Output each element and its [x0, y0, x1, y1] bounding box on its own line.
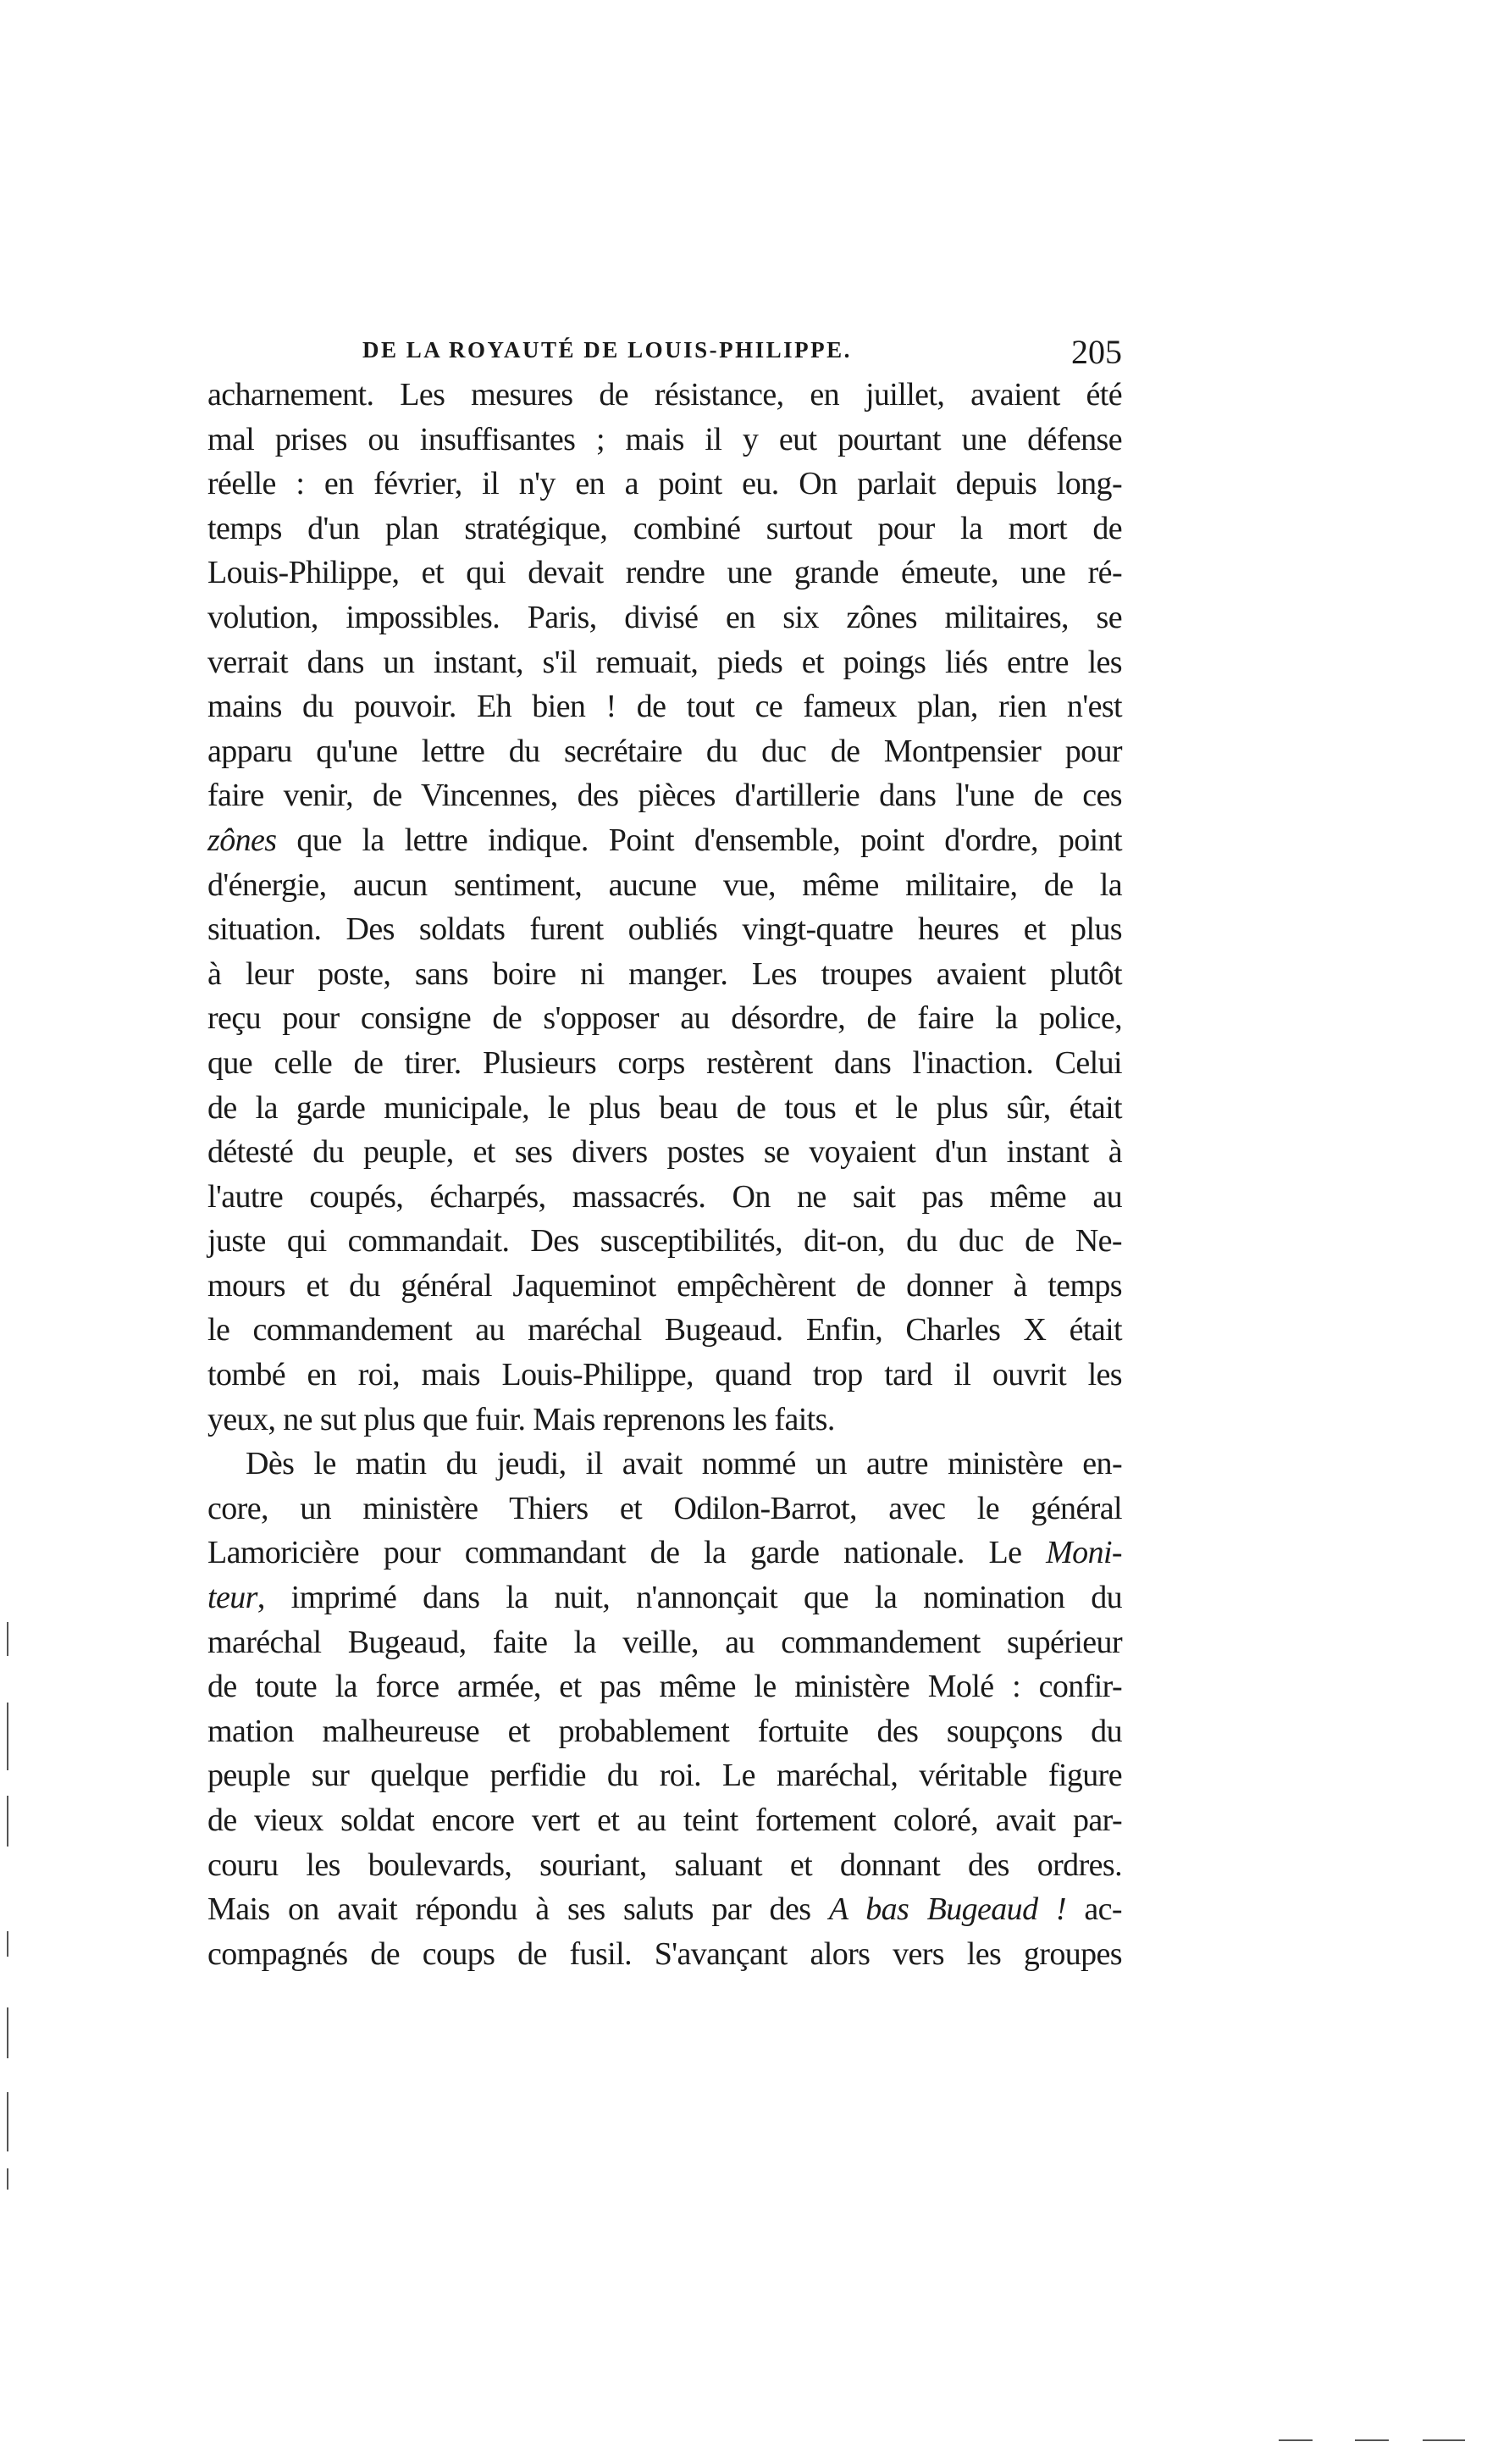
- text-segment: compagnés de coups de fusil. S'avançant alors vers les groupes: [207, 1935, 1122, 1972]
- text-line: [207, 1130, 1122, 1175]
- text-segment: d'énergie, aucun sentiment, aucune vue, même militaire, de la: [207, 867, 1122, 903]
- text-line: [207, 1175, 1122, 1220]
- text-segment: tombé en roi, mais Louis-Philippe, quand trop tard il ouvrit les: [207, 1357, 1122, 1393]
- text-segment: détesté du peuple, et ses divers postes se voyaient d'un instant à: [207, 1134, 1122, 1171]
- scan-margin-mark: [7, 1931, 8, 1957]
- text-segment: que celle de tirer. Plusieurs corps restèrent dans l'inaction. Celui: [207, 1044, 1122, 1081]
- text-line: [207, 1398, 1122, 1442]
- text-line: [207, 595, 1122, 640]
- text-line: [207, 1219, 1122, 1264]
- text-line: [207, 996, 1122, 1041]
- text-line: [207, 1487, 1122, 1531]
- scan-edge-mark: [1423, 2439, 1465, 2441]
- text-segment: faire venir, de Vincennes, des pièces d'artillerie dans l'une de ces: [207, 778, 1122, 814]
- text-segment: l'autre coupés, écharpés, massacrés. On ne sait pas même au: [207, 1178, 1122, 1215]
- scan-margin-mark: [7, 1703, 8, 1770]
- text-line: [207, 1709, 1122, 1754]
- scan-edge-mark: [1355, 2439, 1389, 2441]
- page-number: 205: [1071, 333, 1122, 371]
- text-segment: de toute la force armée, et pas même le ministère Molé : confir-: [207, 1669, 1122, 1705]
- italic-text: zônes: [207, 822, 277, 858]
- text-segment: juste qui commandait. Des susceptibilités, dit-on, du duc de Ne-: [207, 1223, 1122, 1260]
- text-line: [207, 1264, 1122, 1309]
- text-line: [207, 907, 1122, 952]
- text-segment: à leur poste, sans boire ni manger. Les troupes avaient plutôt: [207, 955, 1122, 992]
- scan-margin-mark: [7, 2092, 8, 2151]
- body-text: [207, 373, 1122, 1976]
- italic-text: A bas Bugeaud !: [828, 1891, 1066, 1928]
- text-segment: Lamoricière pour commandant de la garde nationale. Le: [207, 1535, 1047, 1571]
- running-header: [207, 332, 1122, 371]
- scan-margin-mark: [7, 2168, 8, 2190]
- text-segment: volution, impossibles. Paris, divisé en six zônes militaires, se: [207, 599, 1122, 635]
- text-segment: Louis-Philippe, et qui devait rendre une grande émeute, une ré-: [207, 555, 1122, 591]
- text-line: [207, 1753, 1122, 1798]
- text-segment: core, un ministère Thiers et Odilon-Barrot, avec le général: [207, 1490, 1122, 1526]
- text-segment: temps d'un plan stratégique, combiné surtout pour la mort de: [207, 510, 1122, 546]
- text-line: [207, 773, 1122, 818]
- text-segment: couru les boulevards, souriant, saluant et donnant des ordres.: [207, 1847, 1122, 1883]
- text-segment: Dès le matin du jeudi, il avait nommé un autre ministère en-: [246, 1446, 1122, 1482]
- text-segment: mation malheureuse et probablement fortuite des soupçons du: [207, 1713, 1122, 1749]
- text-segment: de la garde municipale, le plus beau de tous et le plus sûr, était: [207, 1089, 1122, 1126]
- text-segment: Mais on avait répondu à ses saluts par des: [207, 1891, 829, 1928]
- scan-margin-mark: [7, 1622, 8, 1656]
- text-line: [207, 640, 1122, 685]
- text-segment: maréchal Bugeaud, faite la veille, au commandement supérieur: [207, 1624, 1122, 1660]
- text-segment: peuple sur quelque perfidie du roi. Le maréchal, véritable figure: [207, 1758, 1122, 1794]
- text-line: [207, 1041, 1122, 1086]
- text-line: [207, 1531, 1122, 1575]
- text-line: [207, 1664, 1122, 1709]
- text-line: [207, 729, 1122, 774]
- text-segment: reçu pour consigne de s'opposer au désordre, de faire la police,: [207, 1000, 1122, 1037]
- text-line: [207, 462, 1122, 507]
- text-segment: de vieux soldat encore vert et au teint fortement coloré, avait par-: [207, 1802, 1122, 1838]
- text-segment: réelle : en février, il n'y en a point eu. On parlait depuis long-: [207, 466, 1122, 502]
- text-segment: , imprimé dans la nuit, n'annonçait que la nomination du: [257, 1580, 1122, 1616]
- text-segment: verrait dans un instant, s'il remuait, pieds et poings liés entre les: [207, 644, 1122, 680]
- text-line: [207, 418, 1122, 462]
- text-segment: mours et du général Jaqueminot empêchèrent de donner à temps: [207, 1267, 1122, 1304]
- text-segment: mal prises ou insuffisantes ; mais il y eut pourtant une défense: [207, 421, 1122, 457]
- italic-text: Moni-: [1046, 1535, 1122, 1571]
- scan-margin-mark: [7, 2007, 8, 2058]
- text-line: [207, 1575, 1122, 1620]
- text-line: [207, 684, 1122, 729]
- text-segment: acharnement. Les mesures de résistance, en juillet, avaient été: [207, 377, 1122, 413]
- text-line: [207, 1442, 1122, 1487]
- text-line: [207, 863, 1122, 908]
- text-line: [207, 1798, 1122, 1843]
- text-segment: situation. Des soldats furent oubliés vingt-quatre heures et plus: [207, 911, 1122, 948]
- text-line: [207, 1843, 1122, 1888]
- text-segment: ac-: [1065, 1891, 1122, 1928]
- text-line: [207, 1620, 1122, 1665]
- text-line: [207, 1308, 1122, 1353]
- italic-text: teur: [207, 1580, 257, 1616]
- scan-edge-mark: [1279, 2439, 1313, 2441]
- text-line: [207, 1887, 1122, 1932]
- text-segment: le commandement au maréchal Bugeaud. Enfin, Charles X était: [207, 1312, 1122, 1348]
- running-title: DE LA ROYAUTÉ DE LOUIS-PHILIPPE.: [362, 337, 852, 363]
- text-line: [207, 1086, 1122, 1131]
- text-segment: yeux, ne sut plus que fuir. Mais reprenons les faits.: [207, 1401, 835, 1437]
- text-line: [207, 952, 1122, 997]
- text-segment: que la lettre indique. Point d'ensemble, point d'ordre, point: [276, 822, 1122, 858]
- text-line: [207, 373, 1122, 418]
- text-line: [207, 1932, 1122, 1977]
- text-line: [207, 1353, 1122, 1398]
- scan-margin-mark: [7, 1796, 8, 1847]
- text-line: [207, 551, 1122, 595]
- text-segment: apparu qu'une lettre du secrétaire du duc de Montpensier pour: [207, 733, 1122, 769]
- text-segment: mains du pouvoir. Eh bien ! de tout ce fameux plan, rien n'est: [207, 689, 1122, 725]
- text-line: [207, 507, 1122, 551]
- text-line: [207, 818, 1122, 863]
